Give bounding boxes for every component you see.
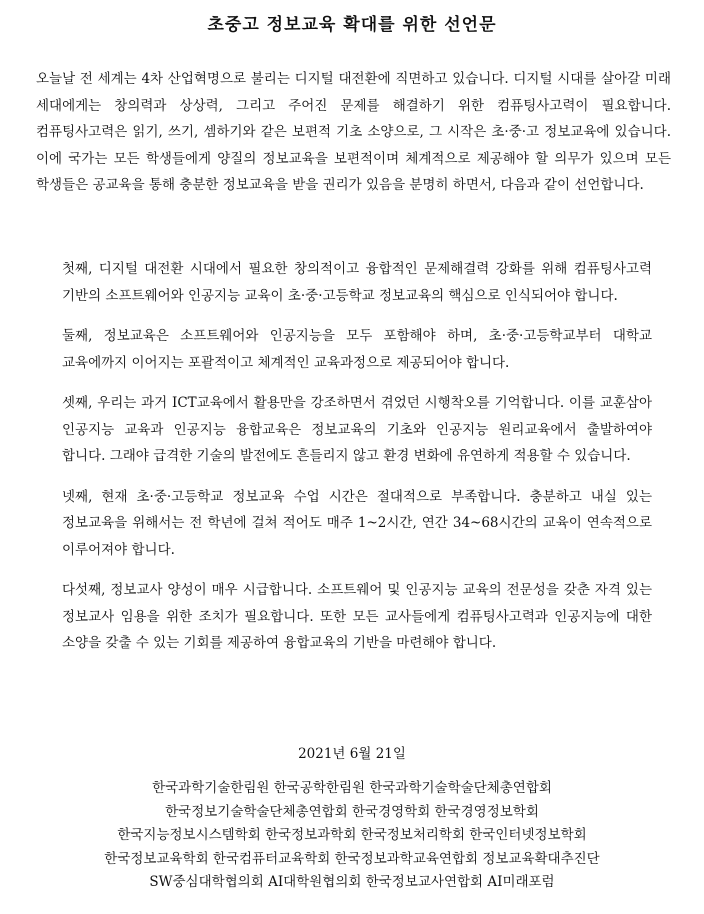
organization-line-4: 한국정보교육학회 한국컴퓨터교육학회 한국정보과학교육연합회 정보교육확대추진단 xyxy=(104,850,600,867)
declaration-date: 2021년 6월 21일 xyxy=(298,746,406,762)
intro-paragraph: 오늘날 전 세계는 4차 산업혁명으로 불리는 디지털 대전환에 직면하고 있습니다. 디지털 시대를 살아갈 미래 세대에게는 창의력과 상상력, 그리고 주어진 문제를 해결하기 위한 컴퓨팅사고력이 필요합니다. 컴퓨팅사고력은 읽기, 쓰기, 셈하기와 같은 보편적 기초 소양으로, 그 시작은 초·중·고 정보교육에 있습니다. 이에 국가는 모든 학생들에게 양질의 정보교육을 보편적이며 체계적으로 제공해야 할 의무가 있으며 모든 학생들은 공교육을 통해 충분한 정보교육을 받을 권리가 있음을 분명히 하면서, 다음과 같이 선언합니다. xyxy=(36,71,671,193)
declaration-items xyxy=(62,256,652,671)
organization-line-5: SW중심대학협의회 AI대학원협의회 한국정보교사연합회 AI미래포럼 xyxy=(149,874,555,890)
organization-line-3: 한국지능정보시스템학회 한국정보과학회 한국정보처리학회 한국인터넷정보학회 xyxy=(117,827,587,843)
signatory-organizations xyxy=(0,777,704,895)
organization-line-2: 한국정보기술학술단체총연합회 한국경영학회 한국경영정보학회 xyxy=(165,803,539,820)
document-title: 초중고 정보교육 확대를 위한 선언문 xyxy=(207,15,497,35)
declaration-item-3: 셋째, 우리는 과거 ICT교육에서 활용만을 강조하면서 겪었던 시행착오를 기억합니다. 이를 교훈삼아 인공지능 교육과 인공지능 융합교육은 정보교육의 기초와 인공지능 원리교육에서 출발하여야 합니다. 그래야 급격한 기술의 발전에도 흔들리지 않고 환경 변화에 유연하게 적용할 수 있습니다. xyxy=(62,395,652,464)
organization-line-1: 한국과학기술한림원 한국공학한림원 한국과학기술학술단체총연합회 xyxy=(152,780,552,796)
declaration-item-2: 둘째, 정보교육은 소프트웨어와 인공지능을 모두 포함해야 하며, 초·중·고등학교부터 대학교 교육에까지 이어지는 포괄적이고 체계적인 교육과정으로 제공되어야 합니다. xyxy=(62,328,652,371)
declaration-item-1: 첫째, 디지털 대전환 시대에서 필요한 창의적이고 융합적인 문제해결력 강화를 위해 컴퓨팅사고력 기반의 소프트웨어와 인공지능 교육이 초·중·고등학교 정보교육의 핵심으로 인식되어야 합니다. xyxy=(62,261,652,304)
declaration-item-5: 다섯째, 정보교사 양성이 매우 시급합니다. 소프트웨어 및 인공지능 교육의 전문성을 갖춘 자격 있는 정보교사 임용을 위한 조치가 필요합니다. 또한 모든 교사들에게 컴퓨팅사고력과 인공지능에 대한 소양을 갖출 수 있는 기회를 제공하여 융합교육의 기반을 마련해야 합니다. xyxy=(62,582,652,651)
declaration-item-4: 넷째, 현재 초·중·고등학교 정보교육 수업 시간은 절대적으로 부족합니다. 충분하고 내실 있는 정보교육을 위해서는 전 학년에 걸쳐 적어도 매주 1~2시간, 연간 34~68시간의 교육이 연속적으로 이루어져야 합니다. xyxy=(62,488,652,558)
